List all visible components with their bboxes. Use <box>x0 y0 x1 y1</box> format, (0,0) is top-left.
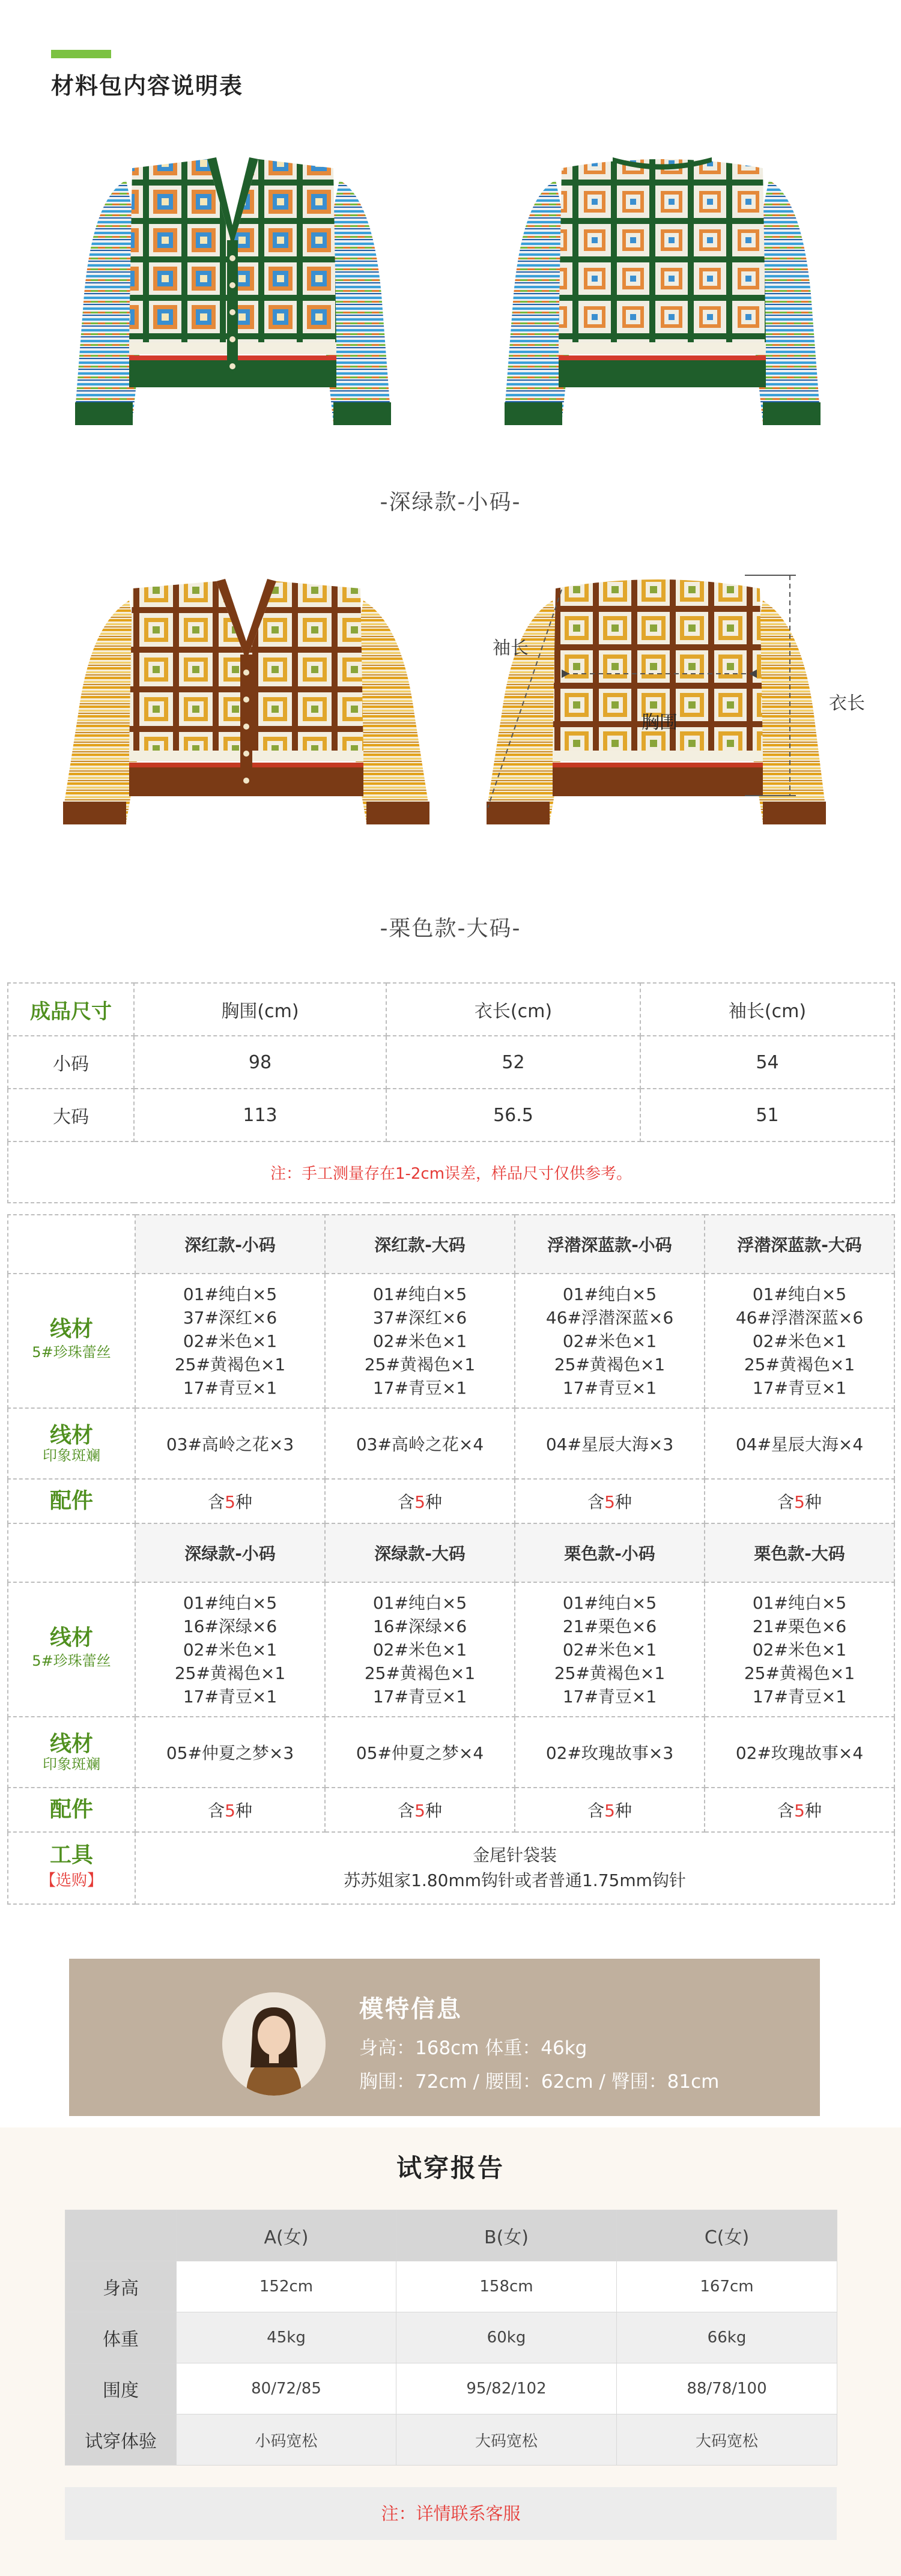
materials-yarn2-row <box>8 1717 894 1788</box>
size-cell: 小码 <box>8 1036 134 1089</box>
materials-header-cell: 栗色款-小码 <box>515 1523 705 1582</box>
yarn-sub-label: 5#珍珠蕾丝 <box>32 1344 111 1361</box>
report-row <box>65 2261 837 2312</box>
yarn-list-cell: 01#纯白×5 21#栗色×6 02#米色×1 25#黄褐色×1 17#青豆×1 <box>515 1582 705 1717</box>
materials-header-cell: 深绿款-小码 <box>135 1523 325 1582</box>
parts-cell: 含5种 <box>135 1788 325 1832</box>
materials-header-cell: 栗色款-大码 <box>705 1523 894 1582</box>
yarn-list-cell: 01#纯白×5 37#深红×6 02#米色×1 25#黄褐色×1 17#青豆×1 <box>135 1274 325 1408</box>
brown-cardigan-front-image <box>57 570 435 841</box>
report-row <box>65 2414 837 2466</box>
materials-parts-row <box>8 1479 894 1523</box>
size-cell: 52 <box>386 1036 640 1089</box>
yarn2-category-label: 线材 <box>49 1423 93 1448</box>
yarn2-sub-label: 印象斑斓 <box>43 1447 100 1464</box>
report-row <box>65 2312 837 2363</box>
yarn2-category-cell <box>8 1717 135 1788</box>
report-row-label: 体重 <box>65 2312 177 2363</box>
brown-cardigan-back-image <box>481 570 841 841</box>
report-title: 试穿报告 <box>396 2153 505 2183</box>
report-cell: 95/82/102 <box>396 2363 617 2414</box>
parts-cell: 含5种 <box>705 1788 894 1832</box>
report-row-label: 试穿体验 <box>65 2414 177 2466</box>
yarn2-cell: 02#玫瑰故事×3 <box>515 1717 705 1788</box>
size-table-header-row <box>8 983 894 1036</box>
report-note: 注：详情联系客服 <box>65 2487 837 2540</box>
yarn-list-cell: 01#纯白×5 16#深绿×6 02#米色×1 25#黄褐色×1 17#青豆×1 <box>135 1582 325 1717</box>
materials-header-cell: 深红款-小码 <box>135 1215 325 1274</box>
report-cell: 167cm <box>617 2261 837 2312</box>
yarn-list-cell: 01#纯白×5 46#浮潜深蓝×6 02#米色×1 25#黄褐色×1 17#青豆×1 <box>515 1274 705 1408</box>
yarn2-cell: 03#高岭之花×4 <box>325 1408 515 1479</box>
size-cell: 51 <box>640 1089 894 1141</box>
tools-cell: 金尾针袋装 苏苏姐家1.80mm钩针或者普通1.75mm钩针 <box>135 1832 894 1904</box>
materials-corner-cell <box>8 1523 135 1582</box>
materials-table <box>7 1214 895 1905</box>
try-on-report-table <box>65 2210 837 2466</box>
size-header-cell: 成品尺寸 <box>8 983 134 1036</box>
yarn-category-cell <box>8 1582 135 1717</box>
report-header-row <box>65 2210 837 2261</box>
materials-header-row-2 <box>8 1523 894 1582</box>
model-avatar <box>222 1992 326 2096</box>
title-accent-bar <box>51 50 111 58</box>
size-header-cell: 衣长(cm) <box>386 983 640 1036</box>
size-header-cell: 胸围(cm) <box>134 983 386 1036</box>
parts-cell: 含5种 <box>325 1479 515 1523</box>
report-row <box>65 2363 837 2414</box>
materials-yarn-row <box>8 1274 894 1408</box>
parts-cell: 含5种 <box>515 1788 705 1832</box>
parts-cell: 含5种 <box>135 1479 325 1523</box>
materials-yarn-row <box>8 1582 894 1717</box>
yarn-sub-label: 5#珍珠蕾丝 <box>32 1652 111 1669</box>
size-table <box>7 982 895 1203</box>
report-cell: 大码宽松 <box>396 2414 617 2466</box>
report-cell: 大码宽松 <box>617 2414 837 2466</box>
report-cell: 60kg <box>396 2312 617 2363</box>
model-info-panel <box>69 1959 820 2116</box>
model-info-title: 模特信息 <box>359 1995 463 2023</box>
report-cell: 88/78/100 <box>617 2363 837 2414</box>
report-cell: 158cm <box>396 2261 617 2312</box>
size-header-cell: 袖长(cm) <box>640 983 894 1036</box>
parts-cell: 含5种 <box>325 1788 515 1832</box>
body-length-label: 衣长 <box>829 693 865 714</box>
yarn2-cell: 05#仲夏之梦×3 <box>135 1717 325 1788</box>
yarn-category-label: 线材 <box>49 1317 93 1341</box>
green-cardigan-front-image <box>69 144 396 435</box>
yarn2-sub-label: 印象斑斓 <box>43 1755 100 1773</box>
yarn-list-cell: 01#纯白×5 46#浮潜深蓝×6 02#米色×1 25#黄褐色×1 17#青豆×1 <box>705 1274 894 1408</box>
size-note: 注：手工测量存在1-2cm误差，样品尺寸仅供参考。 <box>8 1141 894 1203</box>
report-cell: 45kg <box>177 2312 396 2363</box>
materials-header-cell: 深红款-大码 <box>325 1215 515 1274</box>
parts-cell: 含5种 <box>705 1479 894 1523</box>
chest-label: 胸围 <box>642 712 678 733</box>
green-cardigan-caption: -深绿款-小码- <box>380 490 521 515</box>
size-cell: 98 <box>134 1036 386 1089</box>
yarn-category-cell <box>8 1274 135 1408</box>
size-cell: 54 <box>640 1036 894 1089</box>
green-cardigan-back-image <box>499 144 826 435</box>
yarn-list-cell: 01#纯白×5 21#栗色×6 02#米色×1 25#黄褐色×1 17#青豆×1 <box>705 1582 894 1717</box>
tools-optional-label: 【选购】 <box>40 1872 103 1890</box>
report-cell: 小码宽松 <box>177 2414 396 2466</box>
report-column-header: C(女) <box>617 2210 837 2261</box>
materials-header-cell: 浮潜深蓝款-大码 <box>705 1215 894 1274</box>
sleeve-length-label: 袖长 <box>493 638 529 659</box>
materials-tools-row <box>8 1832 894 1904</box>
yarn2-category-label: 线材 <box>49 1731 93 1756</box>
materials-corner-cell <box>8 1215 135 1274</box>
yarn2-cell: 02#玫瑰故事×4 <box>705 1717 894 1788</box>
page-title: 材料包内容说明表 <box>51 73 244 99</box>
yarn2-cell: 03#高岭之花×3 <box>135 1408 325 1479</box>
materials-header-row <box>8 1215 894 1274</box>
materials-header-cell: 深绿款-大码 <box>325 1523 515 1582</box>
parts-category-cell: 配件 <box>8 1788 135 1832</box>
yarn-list-cell: 01#纯白×5 16#深绿×6 02#米色×1 25#黄褐色×1 17#青豆×1 <box>325 1582 515 1717</box>
tools-category-cell <box>8 1832 135 1904</box>
yarn-category-label: 线材 <box>49 1625 93 1650</box>
yarn2-category-cell <box>8 1408 135 1479</box>
materials-yarn2-row <box>8 1408 894 1479</box>
parts-cell: 含5种 <box>515 1479 705 1523</box>
report-column-header: B(女) <box>396 2210 617 2261</box>
report-row-label: 身高 <box>65 2261 177 2312</box>
materials-header-cell: 浮潜深蓝款-小码 <box>515 1215 705 1274</box>
size-cell: 56.5 <box>386 1089 640 1141</box>
report-row-label: 围度 <box>65 2363 177 2414</box>
report-column-header: A(女) <box>177 2210 396 2261</box>
size-table-note-row <box>8 1141 894 1203</box>
materials-parts-row <box>8 1788 894 1832</box>
report-cell: 80/72/85 <box>177 2363 396 2414</box>
tools-category-label: 工具 <box>49 1843 93 1867</box>
report-corner-cell <box>65 2210 177 2261</box>
report-cell: 152cm <box>177 2261 396 2312</box>
yarn2-cell: 05#仲夏之梦×4 <box>325 1717 515 1788</box>
yarn2-cell: 04#星辰大海×4 <box>705 1408 894 1479</box>
parts-category-cell: 配件 <box>8 1479 135 1523</box>
yarn-list-cell: 01#纯白×5 37#深红×6 02#米色×1 25#黄褐色×1 17#青豆×1 <box>325 1274 515 1408</box>
yarn2-cell: 04#星辰大海×3 <box>515 1408 705 1479</box>
model-measurements: 胸围：72cm / 腰围：62cm / 臀围：81cm <box>359 2071 720 2093</box>
size-table-row <box>8 1036 894 1089</box>
report-cell: 66kg <box>617 2312 837 2363</box>
size-table-row <box>8 1089 894 1141</box>
size-cell: 大码 <box>8 1089 134 1141</box>
model-height-weight: 身高：168cm 体重：46kg <box>359 2037 587 2059</box>
size-cell: 113 <box>134 1089 386 1141</box>
brown-cardigan-caption: -栗色款-大码- <box>380 916 521 941</box>
